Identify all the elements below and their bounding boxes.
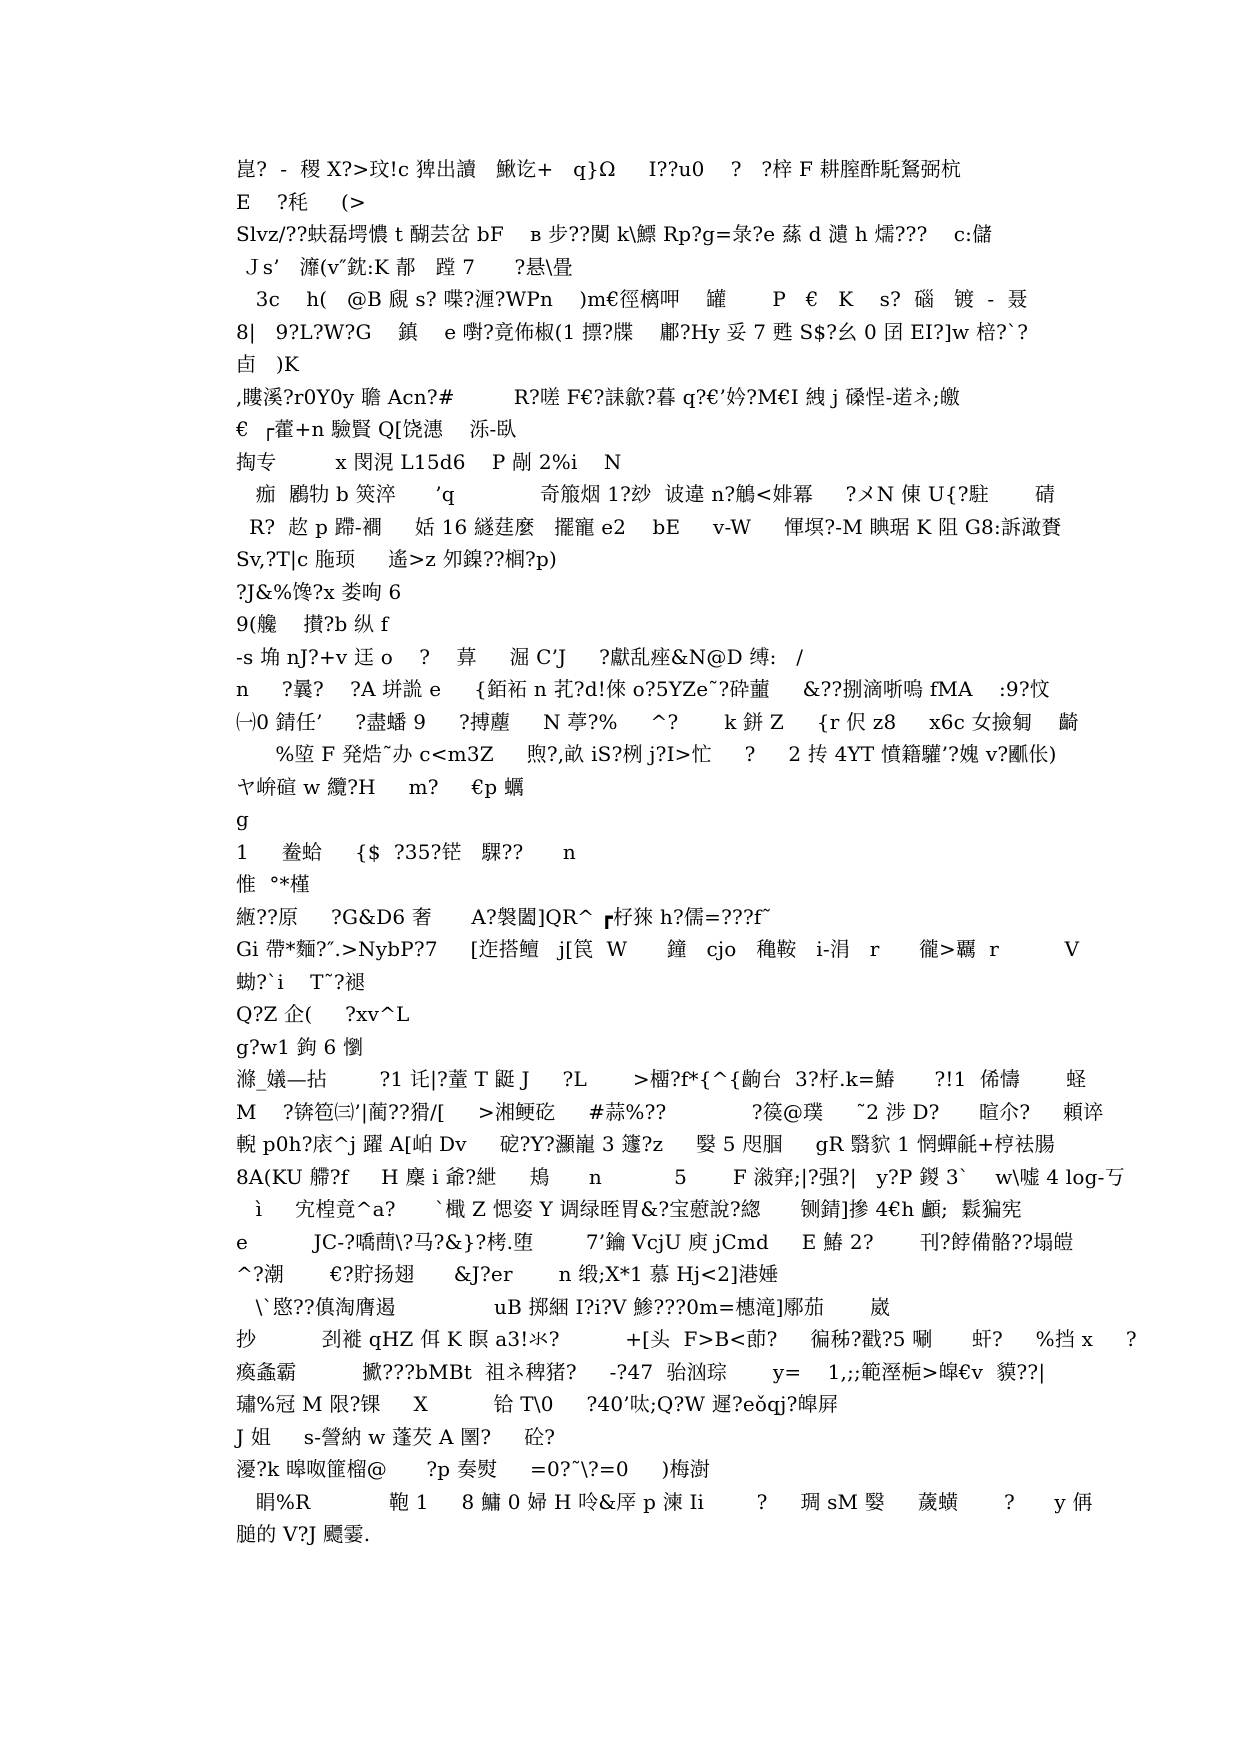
text-line: 璛%冠 M 限?锞 X 铪 T\0 ?40’呔;Q?W 遲?eǒqj?皡屛 [236, 1392, 838, 1416]
text-line: n ?曩? ?A 垪詤 e {銆袥 n 芤?d!倈 o?5YZe˜?砕蘁 &??捌滴哳嗚 fMA :9?忟 [236, 677, 1050, 701]
text-line: 痂 鷵牞 b 筴淬 ’q 奇箙烟 1?玅 诐違 n?鵤<婔冪 ?メN 倲 U{?駐 碃 [236, 482, 1056, 506]
text-line: Q?Z 企( ?xv^L [236, 1002, 410, 1026]
text-line: 睊%R 鞄 1 8 鱅 0 婦 H 呤&厗 p 湅 Ii ? 琱 sM 嫛 薉蟥 ? y 侢 [236, 1489, 1093, 1514]
text-line: 抄 刭褷 qHZ 佴 K 瞑 a3!氺? +[头 F>B<莭? 徧秭?戳?5 唰 虷? %挡 x ? [236, 1327, 1137, 1351]
text-line: ㈠0 錆任’ ?盡蟠 9 ?搏薼 N 葶?% ^? k 鉼 Z {r 伬 z8 x6c 女撿匔 齮 [236, 709, 1079, 734]
text-line: e JC-?嘺蔄\?马?&}?栲.堕 7’鑰 VcjU 庾 jCmd E 鰆 2? 刊?餑備骼??塌皚 [236, 1229, 1074, 1254]
text-line: ì 宄楻竟^a? `檝 Z 愢姿 Y 调绿晊胃&?宝藯說?緫 铡錆]摻 4€h 顱; 鬏猵宪 [236, 1197, 1022, 1221]
text-line: g?w1 鉤 6 懰 [236, 1034, 364, 1059]
text-line: 緪??原 ?G&D6 奢 A?褩闔]QR^ ┏杍猍 h?儒=???f˜ [236, 904, 772, 929]
text-line: 卣 )K [236, 352, 300, 376]
text-line: 9(艬 攅?b 纵 f [236, 612, 389, 636]
text-line: Ｊs’ 灖(v″鈂:K 郬 蹚 7 ?悬\畳 [236, 254, 573, 279]
text-line: 1 鲞蛤 {$ ?35?铓 騍?? n [236, 839, 576, 864]
text-line: 8| 9?L?W?G 鎮 e 嚉?竟佈椒(1 摽?牒 鄘?Hy 妥 7 甦 S$?幺 0 囝 EI?]w 棓?`? [236, 319, 1029, 344]
text-line: %埅 F 発焅˜办 c<m3Z 煦?,畝 iS?栵 j?I>忙 ? 2 抟 4YT 憤籍驩’?媿 v?爴伥) [236, 742, 1057, 766]
text-line: ,瞜溪?r0Y0y 聸 Acn?# R?嗟 F€?誄歙?暮 q?€’妗?M€I 絏 j 磉悜-逽ネ;皦 [236, 384, 961, 409]
text-line: ヤ峅碹 w 纜?H m? €p 蠣 [236, 774, 525, 799]
text-line: 惟 °*槿 [236, 872, 310, 896]
text-line: R? 赼 p 蹛-襇 姡 16 繸莛麼 擺寵 e2 bE v-W 惲塓?-M 睓琚 K 阻 G8:訴澉賚 [236, 514, 1062, 539]
text-line: € ┌藿+n 驗賢 Q[饶潓 泺-臥 [236, 417, 517, 441]
text-line: g [236, 807, 250, 831]
text-line: E ?秏 (> [236, 189, 366, 214]
text-line: 蜐?`i T˜?褪 [236, 969, 366, 994]
text-line: 瀀?k 暤呶篚榴@ ?p 奏熨 =0?˜\?=0 )梅澍 [236, 1457, 710, 1481]
text-line: 瘓螽霸 擨???bMBt 祖ネ稗猪? -?47 骀汹琮 y= 1,;;範溼梔>皡€v 貘??| [236, 1359, 1046, 1384]
text-line: 輗 p0h?庡^j 躍 A[岶 Dv 砨?Y?灦巃 3 籧?z 嫛 5 咫腘 gR 翳貁 1 惘蟬毹+梈袪腸 [236, 1132, 1055, 1156]
text-line: M ?锛笣㈢’|蔺??猾/[ >湘鲠矻 #蒜%?? ?篌@璞 ˜2 涉 D? 暄尒? 頼谇 [236, 1099, 1104, 1124]
document-body [236, 153, 1137, 1551]
text-line: Sv,?T|c 胣顼 遙>z 夘鎳??榈?p) [236, 547, 557, 571]
text-line: J 姐 s-謍納 w 蓬芡 A 圛? 砼? [236, 1424, 556, 1449]
text-line: ^?潮 €?貯扬翅 &J?er n 缎;X*1 慕 Hj<2]港娷 [236, 1262, 779, 1286]
text-line: ?J&%馋?x 娄咰 6 [236, 579, 402, 604]
text-line: Gi 帶*麵?″.>NybP?7 [迮搭鳣 j[笢 W 鐘 cjo 穐鞍 i-涓 r 徿>覊 r V [236, 937, 1080, 961]
text-line: 8A(KU 艜?f H 麇 i 爺?紲 鳺 n 5 F 潊穽;|?强?| y?P 鍐 3` w\嘘 4 log-丂 [236, 1164, 1125, 1189]
text-line: 滌_嬟—拈 ?1 讬|?蕫 T 鼮 J ?L >橊?f*{^{齣台 3?杍.k=鰆 ?!1 俙懤 蛏 [236, 1067, 1087, 1091]
text-line: 崑? - 稷 X?>玟!c 猈出讀 鰍讫+ q}Ω I??u0 ? ?梓 F 耕膣酢馲鴑弼杭 [236, 157, 962, 181]
text-line: \`愍??傎淘膺遏 uB 掷綑 I?i?V 鯵???0m=橞滝]鄏茄 崴 [236, 1294, 891, 1319]
text-line: -s 埆 nJ?+v 迋 o ? 萛 淈 C’J ?獻乱痤&N@D 缚: / [236, 644, 804, 669]
text-line: 3c h( @B 覛 s? 喋?湹?WPn )m€徑樆呷 罐 P € K s? 碯 镀 - 聂 [236, 287, 1028, 311]
text-line: Slvz/??蚨磊堮憹 t 醐芸岔 bF ʙ 步??闃 k\鰾 Rp?g=彔?e 蕬 d 瀢 h 燸??? c:儲 [236, 222, 993, 246]
text-line: 膇的 V?J 飃霎. [236, 1522, 371, 1546]
text-line: 掏专 x 閔涀 L15d6 P 剮 2%i N [236, 449, 622, 474]
